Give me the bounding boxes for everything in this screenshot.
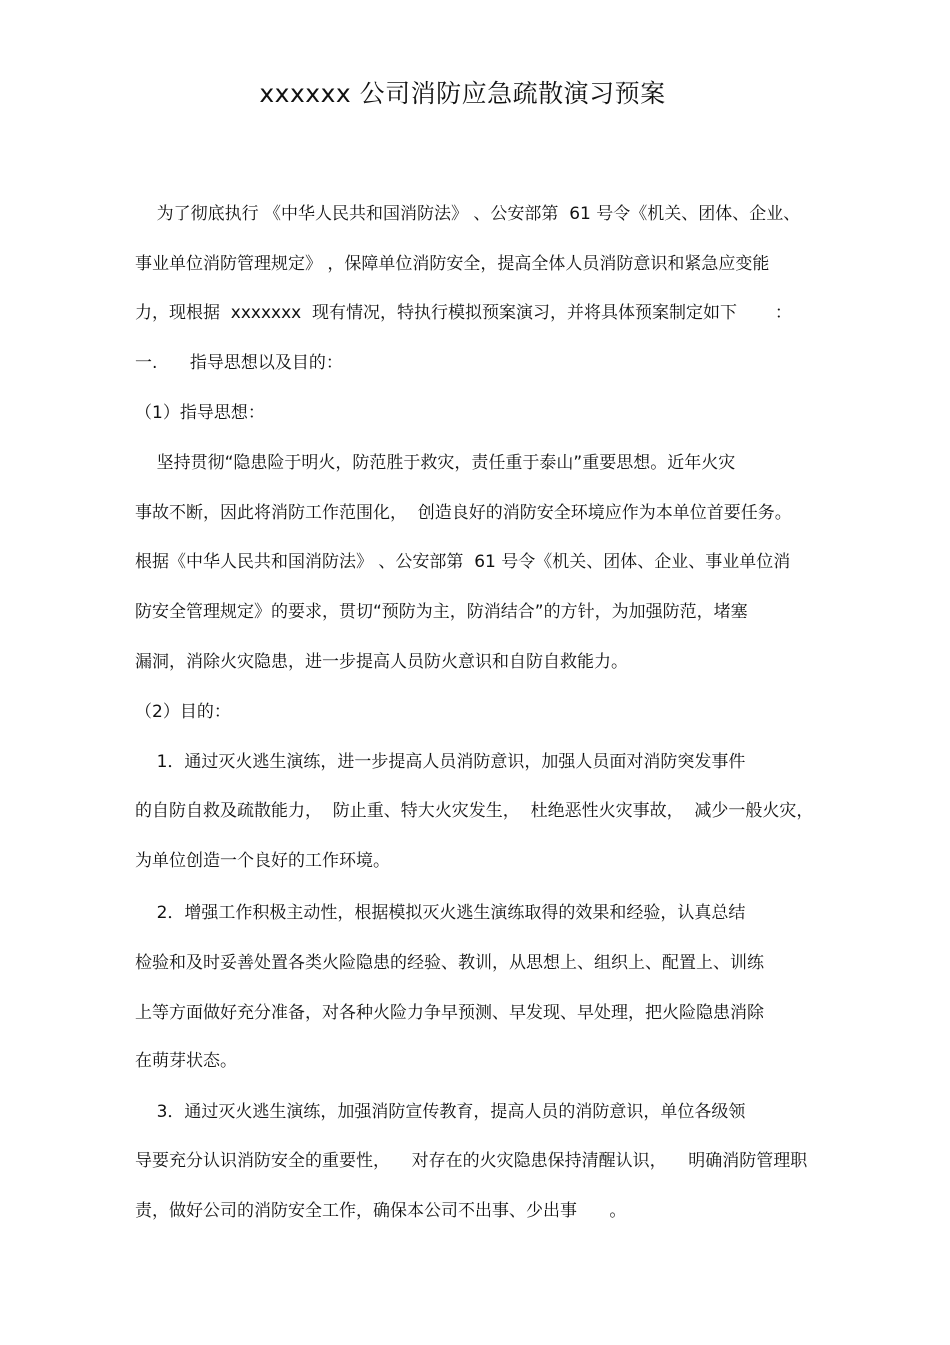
text-line: 防安全管理规定》的要求，贯切“预防为主，防消结合”的方针，为加强防范，堵塞	[135, 602, 748, 622]
text-line: 上等方面做好充分准备，对各种火险力争早预测、早发现、早处理，把火险隐患消除	[135, 1003, 764, 1023]
text-line: 2．增强工作积极主动性，根据模拟灭火逃生演练取得的效果和经验，认真总结	[135, 903, 746, 923]
text-line: 为了彻底执行 《中华人民共和国消防法》 、公安部第 61 号令《机关、团体、企业、	[135, 204, 801, 224]
document-title: xxxxxx 公司消防应急疏散演习预案	[259, 79, 666, 108]
text-line: 3．通过灭火逃生演练，加强消防宣传教育，提高人员的消防意识，单位各级领	[135, 1102, 746, 1122]
text-line: 漏洞，消除火灾隐患，进一步提高人员防火意识和自防自救能力。	[135, 652, 628, 672]
text-line: 的自防自救及疏散能力， 防止重、特大火灾发生， 杜绝恶性火灾事故， 减少一般火灾，	[135, 801, 814, 821]
text-line: 为单位创造一个良好的工作环境。	[135, 851, 390, 871]
section-heading: 一. 指导思想以及目的：	[135, 353, 343, 373]
subsection-heading: （2）目的：	[135, 702, 231, 722]
text-line: 事故不断，因此将消防工作范围化， 创造良好的消防安全环境应作为本单位首要任务。	[135, 503, 792, 523]
text-line: 事业单位消防管理规定》 ，保障单位消防安全，提高全体人员消防意识和紧急应变能	[135, 254, 770, 274]
subsection-heading: （1）指导思想：	[135, 403, 265, 423]
text-line: 1．通过灭火逃生演练，进一步提高人员消防意识，加强人员面对消防突发事件	[135, 752, 746, 772]
text-line: 检验和及时妥善处置各类火险隐患的经验、教训，从思想上、组织上、配置上、训练	[135, 953, 764, 973]
text-line: 根据《中华人民共和国消防法》 、公安部第 61 号令《机关、团体、企业、事业单位消	[135, 552, 791, 572]
text-line: 坚持贯彻“隐患险于明火，防范胜于救灾，责任重于泰山”重要思想。近年火灾	[135, 453, 736, 473]
text-line: 在萌芽状态。	[135, 1051, 237, 1071]
text-line: 导要充分认识消防安全的重要性， 对存在的火灾隐患保持清醒认识， 明确消防管理职	[135, 1151, 808, 1171]
text-line: 力，现根据 xxxxxxx 现有情况，特执行模拟预案演习，并将具体预案制定如下 ：	[135, 303, 792, 323]
text-line: 责，做好公司的消防安全工作，确保本公司不出事、少出事 。	[135, 1201, 627, 1221]
